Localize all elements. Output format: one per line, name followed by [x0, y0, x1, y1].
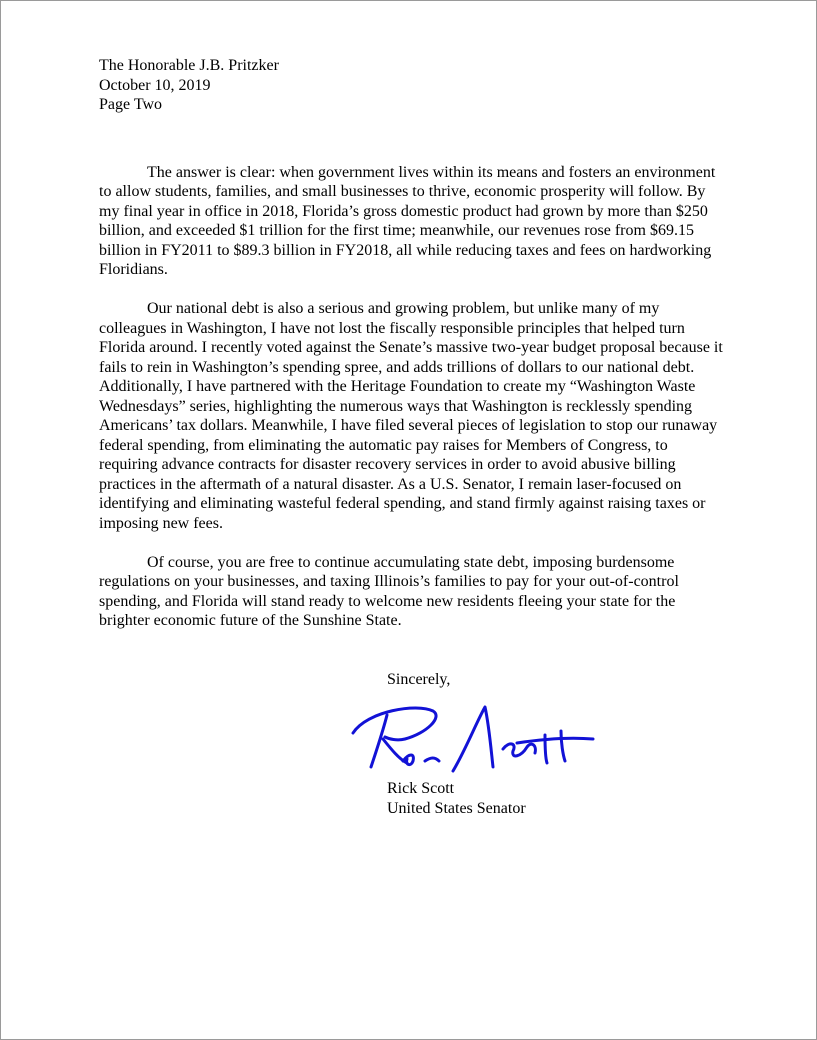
- paragraph-3: Of course, you are free to continue accumulating state debt, imposing burdensome regulations on your businesses, and taxing Illinois’s families to pay for your out-of-control spending, and Florida will stand ready to welcome new residents fleeing your state for the brighter economic future of the Sunshine State.: [99, 553, 679, 629]
- date-line: October 10, 2019: [99, 76, 211, 94]
- paragraph-2: Our national debt is also a serious and growing problem, but unlike many of my colleagues in Washington, I have not lost the fiscally responsible principles that helped turn Florida around. I recently voted against the Senate’s massive two-year budget proposal because it fails to rein in Washington’s spending spree, and adds trillions of dollars to our national debt. Additionally, I have partnered with the Heritage Foundation to create my “Washington Waste Wednesdays” series, highlighting the numerous ways that Washington is recklessly spending Americans’ tax dollars. Meanwhile, I have filed several pieces of legislation to stop our runaway federal spending, from eliminating the automatic pay raises for Members of Congress, to requiring advance contracts for disaster recovery services in order to avoid abusive billing practices in the aftermath of a natural disaster. As a U.S. Senator, I remain laser-focused on identifying and eliminating wasteful federal spending, and stand firmly against raising taxes or imposing new fees.: [99, 300, 723, 532]
- recipient-line: The Honorable J.B. Pritzker: [99, 57, 279, 74]
- handwritten-signature: [347, 701, 597, 781]
- signature-block: [387, 779, 526, 819]
- closing-salutation: Sincerely,: [387, 671, 451, 688]
- signer-name: Rick Scott: [387, 780, 455, 797]
- signer-title: United States Senator: [387, 800, 526, 817]
- page-number-line: Page Two: [99, 96, 163, 113]
- paragraph-1: The answer is clear: when government lives within its means and fosters an environment to allow students, families, and small businesses to thrive, economic prosperity will follow. By my final year in office in 2018, Florida’s gross domestic product had grown by more than $250 billion, and exceeded $1 trillion for the first time; meanwhile, our revenues rose from $69.15 billion in FY2011 to $89.3 billion in FY2018, all while reducing taxes and fees on hardworking Floridians.: [99, 163, 716, 278]
- letter-body: [99, 56, 723, 631]
